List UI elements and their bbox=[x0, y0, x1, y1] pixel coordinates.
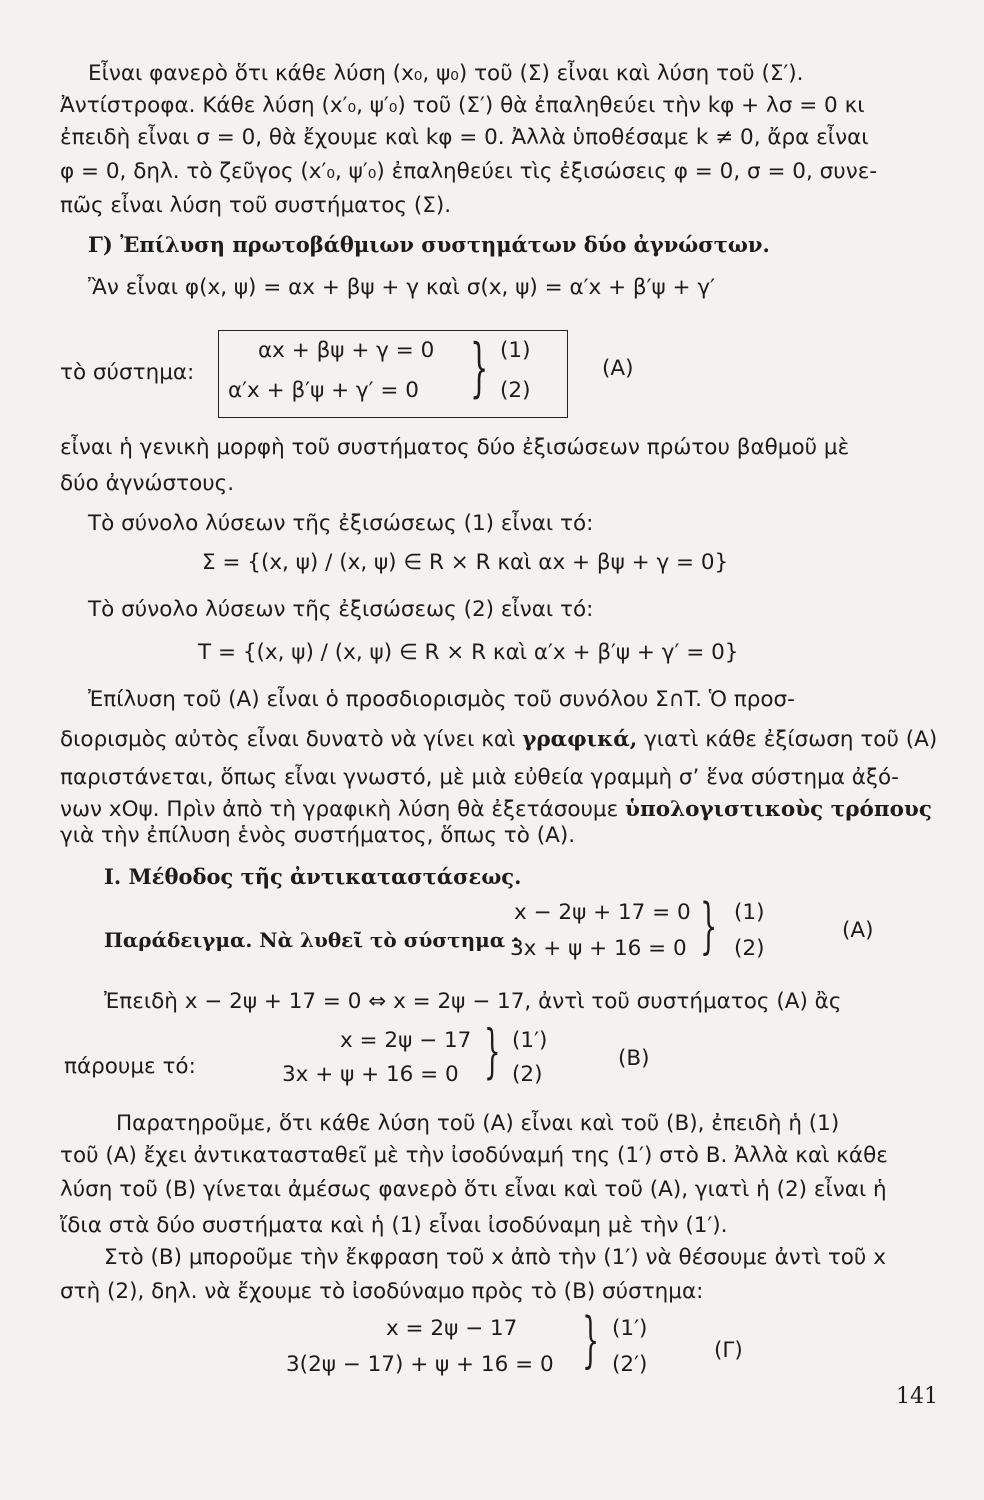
text-line: γιὰ τὴν ἐπίλυση ἑνὸς συστήματος, ὅπως τὸ (A). bbox=[60, 823, 576, 848]
equation: x − 2ψ + 17 = 0 bbox=[514, 900, 691, 925]
equation: 3x + ψ + 16 = 0 bbox=[282, 1062, 459, 1087]
right-brace-icon: } bbox=[484, 1017, 501, 1085]
text-line bbox=[60, 724, 940, 755]
example-label: Παράδειγμα. Νὰ λυθεῖ τὸ σύστημα : bbox=[104, 928, 520, 952]
equation: 3(2ψ − 17) + ψ + 16 = 0 bbox=[286, 1352, 554, 1377]
system-label: τὸ σύστημα: bbox=[60, 360, 195, 385]
text-line: Ἐπίλυση τοῦ (A) εἶναι ὁ προσδιορισμὸς τοῦ συνόλου Σ∩T. Ὁ προσ- bbox=[88, 687, 795, 712]
equation-number: (2′) bbox=[612, 1352, 648, 1377]
equation-number: (1) bbox=[500, 338, 531, 363]
text-line: Στὸ (B) μποροῦμε τὴν ἔκφραση τοῦ x ἀπὸ τὴν (1′) νὰ θέσουμε ἀντὶ τοῦ x bbox=[104, 1245, 886, 1270]
page-number: 141 bbox=[896, 1384, 938, 1409]
system-label: πάρουμε τό: bbox=[64, 1054, 196, 1079]
system-name: (B) bbox=[618, 1046, 650, 1071]
text-line: ἐπειδὴ εἶναι σ = 0, θὰ ἔχουμε καὶ kφ = 0. Ἀλλὰ ὑποθέσαμε k ≠ 0, ἄρα εἶναι bbox=[60, 125, 869, 150]
text-line: στὴ (2), δηλ. νὰ ἔχουμε τὸ ἰσοδύναμο πρὸς τὸ (B) σύστημα: bbox=[60, 1279, 704, 1304]
equation-number: (2) bbox=[734, 936, 765, 961]
right-brace-icon: } bbox=[470, 331, 489, 405]
right-brace-icon: } bbox=[582, 1305, 600, 1375]
system-name: (A) bbox=[842, 918, 874, 943]
equation-number: (1′) bbox=[612, 1316, 648, 1341]
text-span: νων xOψ. Πρὶν ἀπὸ τὴ γραφικὴ λύση θὰ ἐξετάσουμε bbox=[60, 797, 626, 822]
equation: x = 2ψ − 17 bbox=[340, 1028, 472, 1053]
text-line: Εἶναι φανερὸ ὅτι κάθε λύση (x₀, ψ₀) τοῦ (Σ) εἶναι καὶ λύση τοῦ (Σ′). bbox=[88, 61, 804, 86]
text-line: ἴδια στὰ δύο συστήματα καὶ ἡ (1) εἶναι ἰσοδύναμη μὲ τὴν (1′). bbox=[60, 1213, 728, 1238]
text-line: Ἀντίστροφα. Κάθε λύση (x′₀, ψ′₀) τοῦ (Σ′) θὰ ἐπαληθεύει τὴν kφ + λσ = 0 κι bbox=[60, 93, 865, 118]
set-definition: Σ = {(x, ψ) / (x, ψ) ∈ R × R καὶ αx + βψ + γ = 0} bbox=[202, 550, 729, 575]
text-line: Τὸ σύνολο λύσεων τῆς ἐξισώσεως (1) εἶναι τό: bbox=[88, 511, 594, 536]
system-name: (Γ) bbox=[714, 1338, 743, 1363]
text-line: εἶναι ἡ γενικὴ μορφὴ τοῦ συστήματος δύο ἐξισώσεων πρώτου βαθμοῦ μὲ bbox=[60, 435, 850, 460]
text-line: φ = 0, δηλ. τὸ ζεῦγος (x′₀, ψ′₀) ἐπαληθεύει τὶς ἐξισώσεις φ = 0, σ = 0, συνε- bbox=[60, 159, 878, 184]
text-line: δύο ἀγνώστους. bbox=[60, 471, 235, 496]
text-span: γιατὶ κάθε ἐξίσωση τοῦ (A) bbox=[637, 727, 938, 752]
equation: 3x + ψ + 16 = 0 bbox=[510, 936, 687, 961]
text-line: πῶς εἶναι λύση τοῦ συστήματος (Σ). bbox=[60, 193, 452, 218]
right-brace-icon: } bbox=[700, 891, 718, 961]
text-span: διορισμὸς αὐτὸς εἶναι δυνατὸ νὰ γίνει καὶ bbox=[60, 727, 523, 752]
text-line: Παρατηροῦμε, ὅτι κάθε λύση τοῦ (A) εἶναι καὶ τοῦ (B), ἐπειδὴ ἡ (1) bbox=[116, 1111, 840, 1136]
equation-number: (2) bbox=[500, 378, 531, 403]
equation-number: (2) bbox=[512, 1062, 543, 1087]
bold-text: ὑπολογιστικοὺς τρόπους bbox=[625, 797, 932, 822]
text-line: Τὸ σύνολο λύσεων τῆς ἐξισώσεως (2) εἶναι τό: bbox=[88, 597, 594, 622]
equation: αx + βψ + γ = 0 bbox=[258, 338, 435, 363]
section-heading: Ι. Μέθοδος τῆς ἀντικαταστάσεως. bbox=[104, 864, 522, 889]
equation-number: (1′) bbox=[512, 1028, 548, 1053]
equation: x = 2ψ − 17 bbox=[386, 1316, 518, 1341]
set-definition: T = {(x, ψ) / (x, ψ) ∈ R × R καὶ α′x + β′ψ + γ′ = 0} bbox=[198, 640, 739, 665]
section-heading: Γ) Ἐπίλυση πρωτοβάθμιων συστημάτων δύο ἀγνώστων. bbox=[88, 232, 770, 257]
text-line: παριστάνεται, ὅπως εἶναι γνωστό, μὲ μιὰ εὐθεία γραμμὴ σ’ ἕνα σύστημα ἀξό- bbox=[60, 765, 899, 790]
equation-number: (1) bbox=[734, 900, 765, 925]
text-line: τοῦ (A) ἔχει ἀντικατασταθεῖ μὲ τὴν ἰσοδύναμή της (1′) στὸ B. Ἀλλὰ καὶ κάθε bbox=[60, 1143, 888, 1168]
text-line: Ἂν εἶναι φ(x, ψ) = αx + βψ + γ καὶ σ(x, ψ) = α′x + β′ψ + γ′ bbox=[88, 275, 715, 300]
text-line: Ἐπειδὴ x − 2ψ + 17 = 0 ⇔ x = 2ψ − 17, ἀντὶ τοῦ συστήματος (A) ἂς bbox=[104, 989, 842, 1014]
bold-text: γραφικά, bbox=[522, 727, 638, 752]
system-name: (A) bbox=[602, 356, 634, 381]
equation: α′x + β′ψ + γ′ = 0 bbox=[228, 378, 419, 403]
text-line: λύση τοῦ (B) γίνεται ἀμέσως φανερὸ ὅτι εἶναι καὶ τοῦ (A), γιατὶ ἡ (2) εἶναι ἡ bbox=[60, 1177, 887, 1202]
